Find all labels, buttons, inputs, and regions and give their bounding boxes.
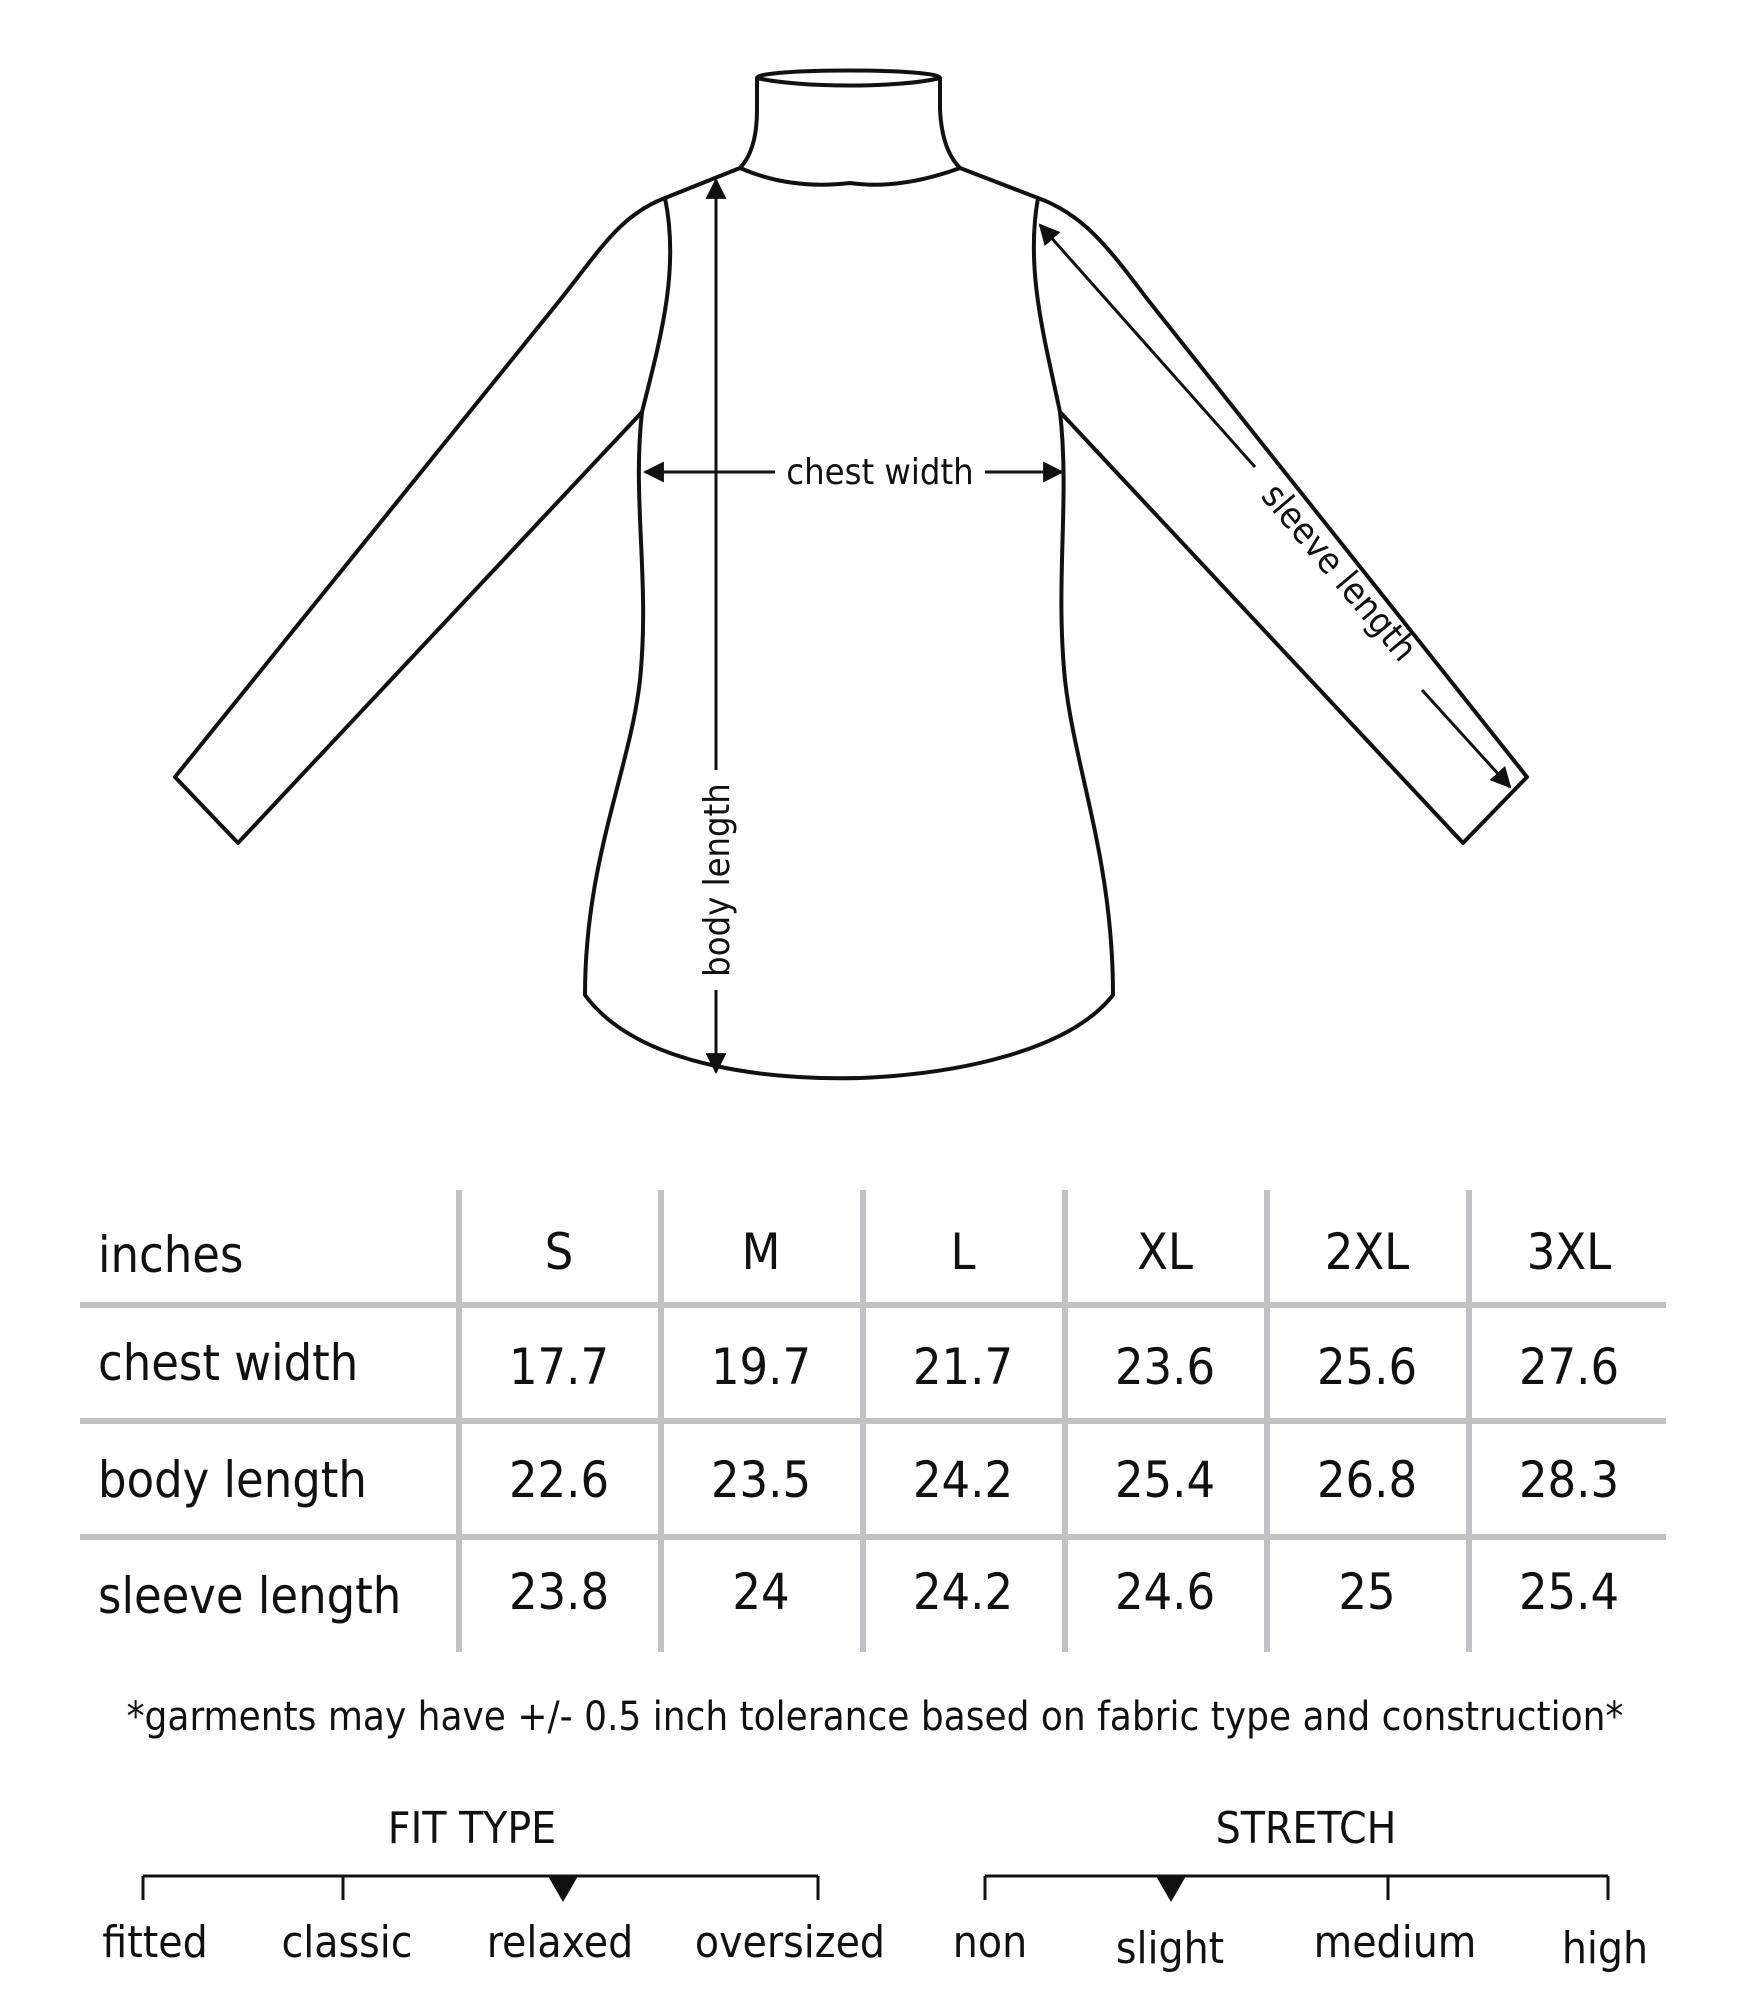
stretch-option-high: high bbox=[1561, 1923, 1649, 1974]
table-cell: 25.4 bbox=[1114, 1451, 1216, 1509]
table-cell: 24.2 bbox=[912, 1563, 1014, 1621]
sleeve-length-label: sleeve length bbox=[1252, 475, 1425, 670]
table-cell: 19.7 bbox=[710, 1338, 812, 1396]
size-header-2xl: 2XL bbox=[1324, 1223, 1410, 1281]
table-cell: 24 bbox=[732, 1563, 790, 1621]
table-cell: 26.8 bbox=[1316, 1451, 1418, 1509]
table-cell: 27.6 bbox=[1518, 1338, 1620, 1396]
table-cell: 21.7 bbox=[912, 1338, 1014, 1396]
row-label-body-length: body length bbox=[98, 1451, 367, 1509]
table-cell: 24.6 bbox=[1114, 1563, 1216, 1621]
table-cell: 24.2 bbox=[912, 1451, 1014, 1509]
unit-label: inches bbox=[98, 1226, 244, 1284]
row-label-sleeve-length: sleeve length bbox=[98, 1567, 402, 1625]
tolerance-note: *garments may have +/- 0.5 inch tolerance based on fabric type and construction* bbox=[126, 1694, 1624, 1740]
table-cell: 25.6 bbox=[1316, 1338, 1418, 1396]
size-header-l: L bbox=[950, 1223, 976, 1281]
table-cell: 17.7 bbox=[508, 1338, 610, 1396]
fit-type-title: FIT TYPE bbox=[387, 1803, 557, 1854]
stretch-option-medium: medium bbox=[1313, 1917, 1477, 1968]
stretch-option-non: non bbox=[952, 1917, 1028, 1968]
table-cell: 23.5 bbox=[710, 1451, 812, 1509]
size-header-m: M bbox=[741, 1223, 781, 1281]
fit-type-option-fitted: fitted bbox=[102, 1917, 208, 1968]
table-cell: 25 bbox=[1338, 1563, 1396, 1621]
table-cell: 22.6 bbox=[508, 1451, 610, 1509]
size-header-s: S bbox=[544, 1223, 574, 1281]
stretch-option-slight: slight bbox=[1115, 1923, 1225, 1974]
body-length-label: body length bbox=[697, 783, 738, 977]
size-header-3xl: 3XL bbox=[1526, 1223, 1612, 1281]
chest-width-label: chest width bbox=[786, 452, 974, 493]
size-header-xl: XL bbox=[1137, 1223, 1193, 1281]
stretch-selected-marker bbox=[1156, 1876, 1186, 1902]
fit-type-selected-marker bbox=[548, 1876, 578, 1902]
table-cell: 23.8 bbox=[508, 1563, 610, 1621]
table-cell: 25.4 bbox=[1518, 1563, 1620, 1621]
row-label-chest-width: chest width bbox=[98, 1334, 359, 1392]
table-cell: 28.3 bbox=[1518, 1451, 1620, 1509]
fit-type-option-oversized: oversized bbox=[694, 1917, 886, 1968]
fit-type-option-relaxed: relaxed bbox=[486, 1917, 634, 1968]
table-cell: 23.6 bbox=[1114, 1338, 1216, 1396]
stretch-title: STRETCH bbox=[1215, 1803, 1397, 1854]
fit-type-option-classic: classic bbox=[281, 1917, 413, 1968]
